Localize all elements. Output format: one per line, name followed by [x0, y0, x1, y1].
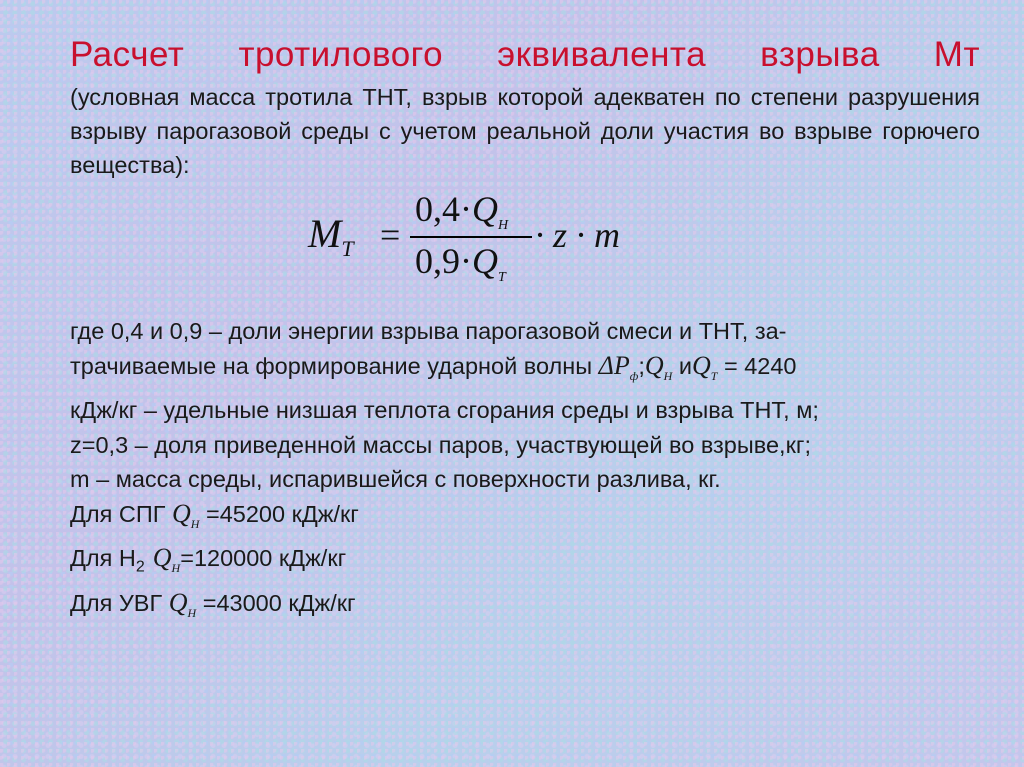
qt-symbol: $Q_Т$: [691, 350, 718, 383]
uvg-value-line: Для УВГ $Q_H =43000$ кДж/кг: [70, 588, 356, 621]
h2-value-line: Для $H_2$ $Q_H=120000$ кДж/кг: [70, 543, 347, 577]
tnt-equivalent-formula: [290, 188, 650, 288]
qh-symbol: $Q_H$: [172, 498, 200, 531]
qh-symbol: $Q_H$: [152, 543, 181, 576]
fraction-line: [410, 236, 532, 238]
qh-symbol: $Q_H$: [168, 588, 197, 621]
formula-equals: =: [380, 215, 401, 255]
text-line: где 0,4 и 0,9 – доли энергии взрыва парогазовой смеси и ТНТ, за-: [70, 318, 787, 344]
text-line: кДж/кг – удельные низшая теплота сгорания среды и взрыва ТНТ, м;: [70, 397, 819, 424]
qh-symbol: $Q_H$: [644, 350, 673, 383]
slide-title: Расчет тротилового эквивалента взрыва Мт: [70, 35, 980, 74]
slide-subtitle: (условная масса тротила ТНТ, взрыв которой адекватен по степени разрушения взрыву парогазовой среды с учетом реальной доли участия во взрыве горючего вещества):: [70, 84, 980, 178]
formula-numerator: $0,4\cdot Q_H$: [415, 189, 509, 234]
formula-multipliers: · z · m: [535, 215, 621, 255]
text-line: z=0,3 – доля приведенной массы паров, участвующей во взрыве,кг;: [70, 431, 811, 458]
text-line: m – масса среды, испарившейся с поверхности разлива, кг.: [70, 466, 721, 493]
formula-lhs: $M_T$: [308, 211, 354, 261]
spg-value-line: Для СПГ $Q_H =45200$ кДж/кг: [70, 498, 359, 531]
delta-pf-symbol: $\Delta P_ф$: [598, 350, 639, 383]
text-line: трачиваемые на формирование ударной волны $\Delta P_ф;Q_H$ $иQ_Т = 4240$: [70, 350, 797, 383]
explanation-text: [70, 314, 990, 631]
formula-denominator: $0,9\cdot Q_T$: [415, 241, 506, 286]
